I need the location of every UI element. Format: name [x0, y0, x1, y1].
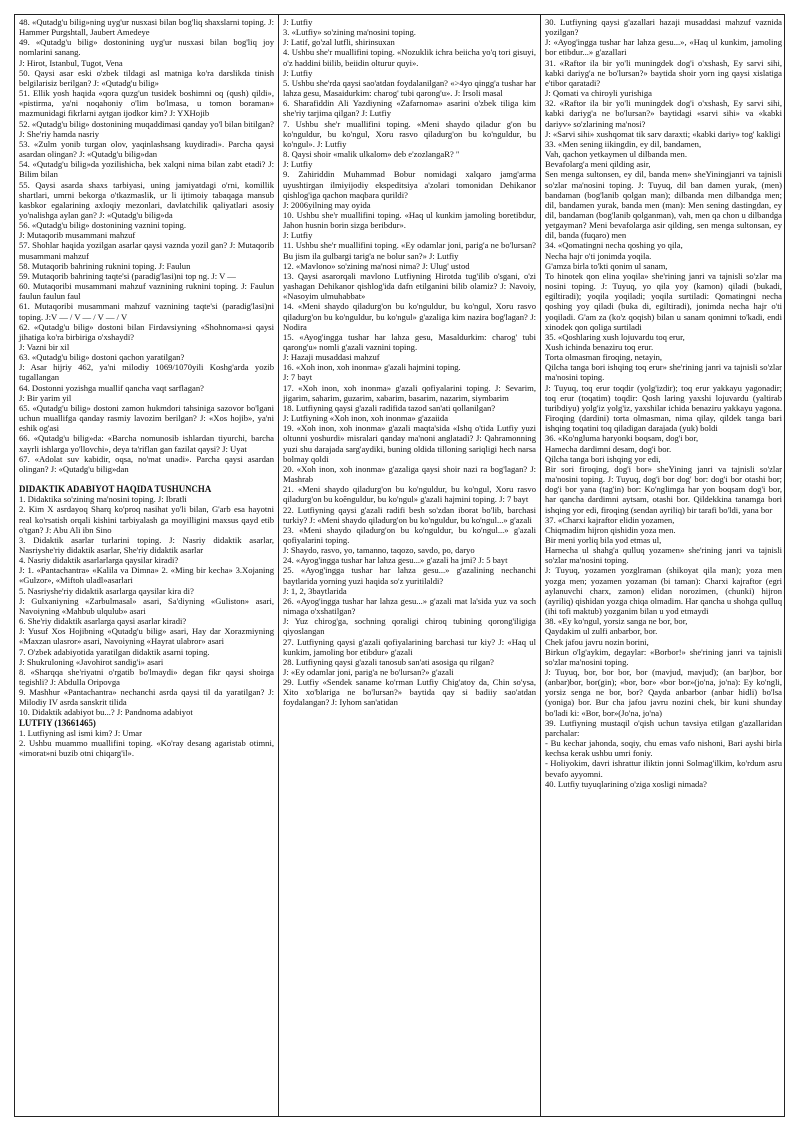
qa-entry: 5. Ushbu she'rda qaysi sao'atdan foydalanilgan? «>4yo qingg'a tushar har lahza gesu, Masaidurkim: charog' tubi qarong'u». J: Irsoli masal: [283, 77, 536, 99]
right-column: [541, 15, 785, 1116]
section-heading: DIDAKTIK ADABIYOT HAQIDA TUSHUNCHA: [19, 484, 212, 495]
qa-entry: 53. «Zulm yonib turgan olov, yaqinlashsang kuydiradi». Parcha qaysi asardan olingan? J: «Qutadg'u bilig»dan: [19, 138, 274, 160]
qa-entry: 38. «Ey ko'ngul, yorsiz sanga ne bor, bor,: [545, 616, 688, 627]
qa-entry: Qilcha tanga bori ishqing toq erur» she'rining janri va tajnisli so'zlar ma'nosini toping.: [545, 362, 782, 383]
qa-entry: J: Vazni bir xil: [19, 342, 70, 352]
qa-entry: 49. «Qutadg'u bilig» dostonining uyg'ur nusxasi bilan bog'liq joy nomlarini sanang.: [19, 37, 274, 58]
qa-entry: Bir meni yorliq bila yod etmas ul,: [545, 534, 662, 545]
qa-entry: J: 2006yilning may oyida: [283, 199, 371, 210]
qa-entry: 61. Mutaqoribi musammani mahzuf vaznining taqte'si (paradig'lasi)ni toping. J:V — / V — / V — / V: [19, 301, 274, 322]
qa-entry: 9. Zahiriddin Muhammad Bobur nomidagi xalqaro jamg'arma uyushtirgan ilmiyijodiy ekspeditsiya a'zolari tomonidan Dehikanor qishlog'iga qachon maqbara qurildi?: [283, 169, 536, 200]
qa-entry: Chek jafou javru nozin borini,: [545, 636, 649, 647]
qa-entry: 9. Mashhur «Pantachantra» nechanchi asrda qaysi til da yaratilgan? J: Milodiy IV asrda sanskrit tilida: [19, 687, 274, 708]
qa-entry: 6. Sharafiddin Ali Yazdiyning «Zafarnoma» asarini o'zbek tiliga kim she'riy tarjima qilgan? J: Lutfiy: [283, 98, 536, 119]
qa-entry: J: Lutfiy: [283, 159, 313, 170]
qa-entry: 54. «Qutadg'u bilig»da yozilishicha, bek xalqni nima bilan zabt etadi? J: Bilim bilan: [19, 159, 274, 180]
qa-entry: 31. «Raftor ila bir yo'li muningdek dog'i o'xshash, Ey sarvi sihi, kabki dariyg'a ne bo'lursan?» baytida shoir yorn ing qaysi xislatiga e'tibor qaratadi?: [545, 57, 782, 88]
qa-entry: 67. «Adolat suv kabidir, oqsa, no'mat unadi». Parcha qaysi asardan olingan? J: «Qutadg'u bilig»dan: [19, 453, 274, 474]
qa-entry: 1. Didaktika so'zining ma'nosini toping. J: Ibratli: [19, 494, 187, 505]
qa-entry: 4. Ushbu she'r muallifini toping. «Nozuklik ichra beiicha yo'q tori gisuyi, o'z haddini biilib, beiidin olturur quyi».: [283, 47, 536, 68]
qa-entry: - Holiyokim, davri ishrattur iliktin jonni Solmag'ilkim, ko'rdum asru bevafo ayyomni.: [545, 758, 782, 779]
qa-entry: 14. «Meni shaydo qiladurg'on bu ko'nguldur, bu ko'ngul, Xoru rasvo qiladurg'on bu ko'nguldur, bu ko'ngul» g'azaliga kim nazira bog'lagan? J: Nodira: [283, 301, 536, 332]
qa-entry: 26. «Ayog'ingga tushar har lahza gesu...» g'azali mat la'sida yuz va soch nimaga o'xshatilgan?: [283, 595, 536, 617]
middle-column: [279, 15, 541, 1116]
qa-entry: 51. Ellik yosh haqida «qora quzg'un tusidek boshimni oq (qush) qildi», «pistirma, ya'ni noqahoniy o'lim bo'lmasa, u tomon boraman» mazmunidagi fikrlarni aytgan ijodkor kim? J: YXHojib: [19, 88, 274, 119]
qa-entry: 39. Lutfiyning mustaqil o'qish uchun tavsiya etilgan g'azallaridan parchalar:: [545, 717, 782, 738]
qa-entry: 7. Ushbu she'r muallifini toping. «Meni shaydo qiladur g'on bu ko'nguldur, bu ko'ngul, Xoru rasvo qiladurg'on bu ko'nguldur, bu ko'ngul». J: Lutfiy: [283, 118, 536, 149]
qa-entry: 21. «Meni shaydo qiladurg'on bu ko'nguldur, bu ko'ngul, Xoru rasvo qiladurg'on bu koĕnguldur, bu ko'ngul» g'azali hajmini toping. J: 7 bayt: [283, 484, 536, 505]
qa-entry: 62. «Qutadg'u bilig» dostoni bilan Firdavsiyning «Shohnoma»si qaysi jihatiga ko'ra birbiriga o'xshaydi?: [19, 321, 274, 342]
qa-entry: 7. O'zbek adabiyotida yaratilgan didaktik asarni toping.: [19, 646, 210, 657]
qa-entry: Xush ichinda benaziru toq erur.: [545, 342, 654, 352]
qa-entry: 24. «Ayog'ingga tushar har lahza gesu...» g'azali ha jmi? J: 5 bayt: [283, 555, 508, 566]
qa-entry: Chiqmadim hijron qishidin yoza men.: [545, 524, 676, 535]
qa-entry: 28. Lutfiyning qaysi g'azali tanosub san'ati asosiga qu rilgan?: [283, 656, 494, 667]
qa-entry: J: «Sarvi sihi» xushqomat tik sarv daraxti; «kabki dariy» tog' kakligi: [545, 128, 781, 139]
qa-entry: 27. Lutfiyning qaysi g'azali qofiyalarining barchasi tur kiy? J: «Haq ul kunkim, jamoling bor etibdur» g'azali: [283, 636, 536, 657]
qa-entry: 55. Qaysi asarda shaxs tarbiyasi, uning jamiyatdagi o'rni, komillik shartlari, umrni bekorga o'tkazmaslik, ur li ijtimoiy tabaqaga mansub kasbkor egalarining axloqiy mezonlari, davlatchilik qaliyatlari asosiy yo'nalishga aylan gan? J: «Qutadg'u bilig»da: [19, 179, 274, 220]
qa-entry: To hinotek qon elina yoqila» she'rining janri va tajnisli so'zlar ma nosini toping. J: Tuyuq, yo qila yoy (kamon) qiladi (bukadi, egiltiradi); yoqila yoqiladi; yoqila surtiladi: Qomatingni necha qoshing yoy qiladi (buka di, egiltiradi), jonimda necha hajr o'ti yoqiladi. G'am za (ko'z qoqish) bilan u sanam qonimni to'kadi, endi xinodek qon qoliga surtiladi: [545, 270, 782, 332]
qa-entry: J: «Ayog'ingga tushar har lahza gesu...», «Haq ul kunkim, jamoling bor etibdur...» g'azallari: [545, 37, 782, 58]
qa-entry: 40. Lutfiy tuyuqlarining o'ziga xosligi nimada?: [545, 778, 707, 789]
qa-entry: 8. Qaysi shoir «malik ulkalom» deb e'zozlangaR? ": [283, 149, 460, 160]
qa-entry: J: Hazaji musaddasi mahzuf: [283, 352, 380, 363]
qa-entry: Qaydakim ul zulfi anbarbor, bor.: [545, 626, 658, 637]
qa-entry: 8. «Sharqqa she'riyatni o'rgatib bo'lmaydi» degan fikr qaysi shoirga tegishli? J: Abdulla Oripovga: [19, 666, 274, 687]
qa-entry: J: Tuyuq, bor, bor bor, bor (mavjud, mavjud); (an bar)bor, bor (anbar)bor, bor(gin); «bor, bor» «bor bor»(jo'na, jo'na): Ey ko'ngli, yorsiz senga ne bor, bor? Qayda anbarbor (anbar hidli) bo'lsa (yoniga) bor. Bur cha jafou javru nozini chek, bir kuni shunday bo'ladi ki: «Bor, bor»(Jo'na, jo'na): [545, 667, 782, 718]
qa-entry: 50. Qaysi asar eski o'zbek tildagi asl matniga ko'ra darslikda tinish belgilarisiz berilgan? J: «Qutadg'u bilig»: [19, 67, 274, 88]
qa-entry: 3. «Lutfiy» so'zining ma'nosini toping.: [283, 27, 416, 38]
qa-entry: J: 7 bayt: [283, 372, 313, 383]
qa-entry: J: Yuz chirog'ga, sochning qoraligi chiroq tubining qorong'iligiga qiyoslangan: [283, 616, 536, 637]
qa-entry: Bevafolarg'a meni qilding asir,: [545, 159, 651, 170]
qa-entry: 29. Lutfiy «Sendek saname ko'rman Lutfiy Chig'atoy da, Chin so'ysa, Xito xo'blariga ne bo'lursan?» baytida qay si badiiy sao'atdan foydalangan? J: Iyhom san'atidan: [283, 677, 536, 708]
qa-entry: 59. Mutaqorib bahrining taqte'si (paradig'lasi)ni top ng. J: V —: [19, 270, 236, 281]
qa-entry: 35. «Qoshlaring xush lojuvardu toq erur,: [545, 331, 685, 342]
qa-entry: 25. «Ayog'ingga tushar har lahza gesu...» g'azalining nechanchi baytlarida yorning yuzi haqida so'z yuritilaldi?: [283, 565, 536, 586]
qa-entry: J: Lutfiy: [283, 230, 313, 241]
qa-entry: J: Latif, go'zal lutfli, shirinsuxan: [283, 37, 395, 48]
qa-entry: Torta olmasman firoqing, netayin,: [545, 352, 663, 363]
qa-entry: 11. Ushbu she'r muallifini toping. «Ey odamlar joni, parig'a ne bo'lursan? Bu jism ila gulbargi tarig'a ne bolur san?» J: Lutfiy: [283, 240, 536, 261]
qa-entry: 66. «Qutadg'u bilig»da: «Barcha nomunosib ishlardan tiyurchi, barcha xayrli ishlarga yo'llovchi», deya ta'riflan gan fazilat qaysi? J: Uyat: [19, 433, 274, 454]
qa-entry: 33. «Men sening iikingdin, ey dil, bandamen,: [545, 138, 702, 149]
qa-entry: 5. Nasriyshe'riy didaktik asarlarga qaysilar kira di?: [19, 585, 194, 596]
qa-entry: 63. «Qutadg'u bilig» dostoni qachon yaratilgan?: [19, 352, 185, 363]
qa-entry: 10. Didaktik adabiyot bu...? J: Pandnoma adabiyot: [19, 707, 193, 718]
qa-entry: 18. Lutfiyning qaysi g'azali radifida tazod san'ati qollanilgan?: [283, 402, 496, 413]
qa-entry: J: 1. «Pantachantra» «Kalila va Dimna» 2. «Ming bir kecha» 3.Xojaning «Gulzor», «Miftoh uladl»asarlari: [19, 565, 274, 586]
qa-entry: 2. Kim X asrdayoq Sharq ko'proq nasihat yo'li bilan, G'arb esa hayotni real ko'rsatish orqali kishini tarbiyalash ga moyilligini maxsus qayd etib o'tgan? J: Abu Ali ibn Sino: [19, 504, 274, 535]
qa-entry: J: Hirot, Istanbul, Tugot, Vena: [19, 57, 123, 68]
left-column: [15, 15, 279, 1116]
qa-entry: J: Tuyuq, yozamen yozglraman (shikoyat qila man); yoza men yozga men; yozamen yozaman (bi taman): Charxi kajraftor (egri aylanuvchi charx, zamon) elidan norozimen, (chunki) hijron (ayriliq) qishidan yozga chiqa olmadim. Har qancha u shohga qulluq (ihi tofi maktub) yozganim bilan u yod etmaydi: [545, 565, 782, 617]
qa-entry: 12. «Mavlono» so'zining ma'nosi nima? J: Ulug' ustod: [283, 260, 470, 271]
qa-entry: 4. Nasriy didaktik asarlarlarga qaysilar kiradi?: [19, 555, 179, 566]
qa-entry: 32. «Raftor ila bir yo'li muningdek dog'i o'xshash, Ey sarvi sihi, kabki dariyg'a ne bo'lursan?» baytidagi «sarvi sihi» va «kabki dariyv» so'zlarining ma'nosi?: [545, 98, 782, 129]
qa-entry: 30. Lutfiyning qaysi g'azallari hazaji musaddasi mahzuf vaznida yozilgan?: [545, 17, 782, 38]
qa-entry: 36. «Ko'ngluma haryonki boqsam, dog'i bor,: [545, 433, 699, 444]
qa-entry: - Bu kechar jahonda, soqiy, chu emas vafo nishoni, Bari ayshi birla kechsa kerak ushbu umri foniy.: [545, 738, 782, 759]
qa-entry: J: Gulxaniyning «Zarbulmasal» asari, Sa'diyning «Guliston» asari, Navoiyning «Mahbub ulqulub» asari: [19, 595, 274, 616]
section-subheading: LUTFIY (13661465): [19, 717, 96, 728]
qa-entry: 15. «Ayog'ingga tushar har lahza gesu, Masaldurkim: charog' tubi qarong'u» nomli g'azali vaznini toping.: [283, 331, 536, 352]
qa-entry: 10. Ushbu she'r muallifini toping. «Haq ul kunkim jamoling boretibdur, Jahon husnin borin sizga beribdur».: [283, 209, 536, 231]
qa-entry: 52. «Qutadg'u bilig» dostonining muqaddimasi qanday yo'l bilan bitilgan? J: She'riy hamda nasriy: [19, 118, 274, 139]
qa-entry: 13. Qaysi asarorqali mavlono Lutfiyning Hirotda tug'ilib o'sgani, o'zi yashagan Dehikanor qishlog'ida dafn etilganini bilib olamiz? J: Navoiy, «Nasoyim ulmuhabbat»: [283, 270, 536, 302]
qa-entry: Qilcha tanga bori ishqing yor edi,: [545, 453, 661, 464]
qa-entry: 65. «Qutadg'u bilig» dostoni zamon hukmdori tahsiniga sazovor bo'lgani uchun muallifga qanday rasmiy lavozim berilgan? J: «Xos hojib», ya'ni eshik og'asi: [19, 402, 274, 434]
document-page: [14, 14, 785, 1117]
qa-entry: Birkun o'lg'aykim, degaylar: «Borbor!» she'rining janri va tajnisli so'zlar ma'nosini toping.: [545, 646, 782, 667]
qa-entry: Hamecha dardimni desam, dog'i bor.: [545, 443, 672, 454]
qa-entry: 17. «Xoh inon, xoh inonma» g'azali qofiyalarini toping. J: Sevarim, jigarim, saharim, guzarim, xabarim, basarim, nazarim, siymbarim: [283, 382, 536, 403]
qa-entry: Bir sori firoqing, dog'i bor» sheYining janri va tajnisli so'zlar ma'nosini toping. J: Tuyuq, dog'i bor dog' bor: dog'i bor otashi bor; dog'i bor yana (tag'in) bor: Ko'nglimga har yon boqsam dog'i bor, har qancha dardimni aytsam, otashi bor. Qildekkina tanamga bori ishqing yor edi, firoqing (sendan ayriliq) bir tarafi bo'ldi, yana bor: [545, 463, 782, 515]
qa-entry: 48. «Qutadg'u bilig»ning uyg'ur nusxasi bilan bog'liq shaxslarni toping. J: Hammer Purgshtall, Jaubert Amedeye: [19, 17, 274, 38]
qa-entry: J: Lutfiy: [283, 17, 313, 27]
qa-entry: J: Mutaqorib musammani mahzuf: [19, 230, 136, 241]
qa-entry: 1. Lutfiyning asl ismi kim? J: Umar: [19, 727, 142, 738]
qa-entry: J: Lutfiy: [283, 67, 313, 78]
qa-entry: 23. «Meni shaydo qiladurg'on bu ko'nguldur, bu ko'ngul...» g'azali qofiyalarini toping.: [283, 524, 536, 545]
qa-entry: Necha hajr o'ti jonimda yoqila.: [545, 250, 652, 261]
qa-entry: J: 1, 2, 3baytlarida: [283, 585, 347, 596]
qa-entry: 60. Mutaqoribi musammani mahzuf vaznining ruknini toping. J: Faulun faulun faulun faul: [19, 281, 274, 302]
qa-entry: J: Asar hijriy 462, ya'ni milodiy 1069/1070yili Koshg'arda yozib tugallangan: [19, 362, 274, 383]
qa-entry: 19. «Xoh inon, xoh inonma» g'azali maqta'sida «Ishq o'tida Lutfiy yuzi oltunni yoshurdi» misralari qanday ma'noni anglatadi? J: Qahramonning yuzi shu darajada sarg'aydiki, buning oldida tilloning sariqligi hech narsa bolmay qoldi: [283, 423, 536, 464]
qa-entry: 64. Dostonni yozishga muallif qancha vaqt sarflagan?: [19, 382, 204, 393]
qa-entry: G'amza birla to'kti qonim ul sanam,: [545, 260, 668, 271]
qa-entry: J: Bir yarim yil: [19, 392, 72, 403]
qa-entry: 16. «Xoh inon, xoh inonma» g'azali hajmini toping.: [283, 362, 461, 373]
qa-entry: 2. Ushbu muammo muallifini toping. «Ko'ray desang agaristab otimni, «imorat»ni buzib otni chiqarg'il».: [19, 737, 274, 759]
qa-entry: Sen menga sultonsen, ey dil, banda men» sheYiningjanri va tajnisli so'zlar ma'nosini toping. J: Tuyuq, dil ban damen yurak, (men) bandaman (bog'lanib qolgan man); dilbanda men dilbandga men; dil, bandamen yurak, banda men (man): Men sening dastingdan, ey dil, bandaman (bog'lanib qolganman), vah, men qa chon u dilbandga yetgayman? Meni bevafolarga asir qilding, sen menga sultonsan, ey dil, banda (fuqaro) men: [545, 169, 782, 241]
qa-entry: 57. Shohlar haqida yozilgan asarlar qaysi vaznda yozil gan? J: Mutaqorib musammani mahzuf: [19, 240, 274, 261]
qa-entry: 22. Lutfiyning qaysi g'azali radifi besh so'zdan iborat bo'lib, barchasi turkiy? J: «Meni shaydo qiladurg'on bu ko'nguldur, bu ko'ngul...» g'azali: [283, 504, 536, 525]
qa-entry: Vah, qachon yetkaymen ul dilbanda men.: [545, 149, 687, 160]
qa-entry: 20. «Xoh inon, xoh inonma» g'azaliga qaysi shoir nazi ra bog'lagan? J: Mashrab: [283, 463, 536, 485]
qa-entry: 34. «Qomatingni necha qoshing yo qila,: [545, 240, 683, 251]
qa-entry: 3. Didaktik asarlar turlarini toping. J: Nasriy didaktik asarlar, Nasriyshe'riy didaktik asarlar, She'riy didaktik asarlar: [19, 534, 274, 555]
qa-entry: J: Shukruloning «Javohirot sandig'i» asari: [19, 656, 164, 667]
qa-entry: J: Qomati va chiroyli yurishiga: [545, 88, 652, 99]
qa-entry: 58. Mutaqorib bahrining ruknini toping. J: Faulun: [19, 260, 191, 271]
qa-entry: J: Lutfiyning «Xoh inon, xoh inonma» g'azaiida: [283, 413, 449, 424]
qa-entry: J: «Ey odamlar joni, parig'a ne bo'lursan?» g'azali: [283, 667, 454, 677]
qa-entry: 56. «Qutadg'u bilig» dostonining vaznini toping.: [19, 220, 186, 231]
qa-entry: J: Tuyuq, toq erur toqdir (yolg'izdir); toq erur yakkayu yagonadir; toq erur (toqatim) toqdir: Qosh laring yaxshi lojuvardu (yaltirab turibdiyu) yolg'iz yolg'iz, yaxshilar ichida benaziru yakkayu yagona. Firoqing (dardini) torta olmasman, nima qilay, qildek tanga bari ishqing toqatini toq qiladigan darajada (yuk) boldi: [545, 382, 782, 434]
qa-entry: 37. «Charxi kajraftor elidin yozamen,: [545, 514, 675, 525]
qa-entry: J: Shaydo, rasvo, yo, tamanno, taqozo, savdo, po, daryo: [283, 545, 475, 556]
qa-entry: Harnecha ul shahg'a qulluq yozamen» she'rining janri va tajnisli so'zlar ma'nosini toping.: [545, 545, 782, 566]
qa-entry: 6. She'riy didaktik asarlarga qaysi asarlar kiradi?: [19, 616, 187, 627]
qa-entry: J: Yusuf Xos Hojibning «Qutadg'u bilig» asari, Hay dar Xorazmiyning «Maxzan ulasror» asari, Navoiyning «Hayrat ulabror» asari: [19, 626, 274, 647]
